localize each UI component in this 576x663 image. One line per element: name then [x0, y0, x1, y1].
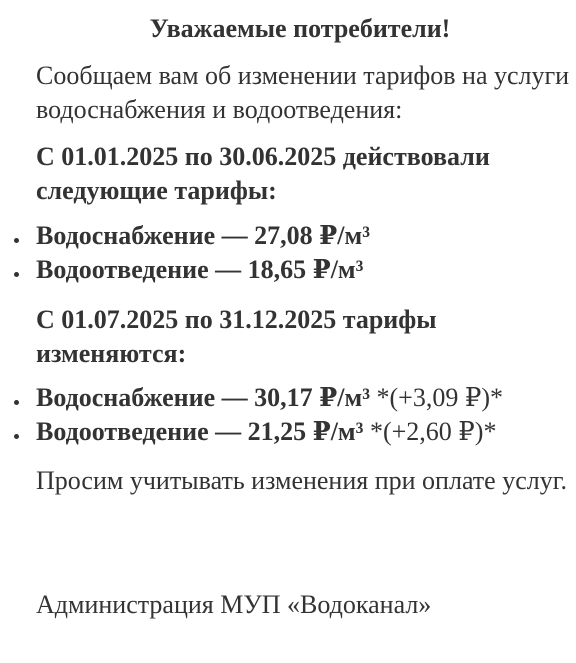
bullet-icon: [14, 400, 19, 405]
period1-heading: С 01.01.2025 по 30.06.2025 действовали следующие тарифы:: [36, 142, 490, 205]
intro-text: Сообщаем вам об изменении тарифов на услуги водоснабжения и водоотведения:: [36, 61, 570, 124]
tariff-label: Водоотведение — 18,65 ₽/м³: [36, 255, 364, 284]
period2-heading: С 01.07.2025 по 31.12.2025 тарифы изменяются:: [36, 305, 437, 368]
bullet-icon: [14, 434, 19, 439]
bullet-icon: [14, 238, 19, 243]
tariff-item-water-supply: [0, 381, 576, 415]
period2-tariff-list: [0, 381, 576, 449]
tariff-label: Водоснабжение — 27,08 ₽/м³: [36, 221, 370, 250]
signature: Администрация МУП «Водоканал»: [36, 590, 432, 619]
request-text: Просим учитывать изменения при оплате услуг.: [36, 466, 567, 495]
tariff-item-water-disposal: [0, 415, 576, 449]
tariff-change: *(+2,60 ₽)*: [363, 417, 497, 446]
tariff-label: Водоотведение — 21,25 ₽/м³: [36, 417, 364, 446]
tariff-item-water-disposal: [0, 253, 576, 287]
period1-tariff-list: [0, 219, 576, 287]
tariff-label: Водоснабжение — 30,17 ₽/м³: [36, 383, 370, 412]
tariff-item-water-supply: [0, 219, 576, 253]
tariff-change: *(+3,09 ₽)*: [370, 383, 504, 412]
bullet-icon: [14, 272, 19, 277]
notice-title: Уважаемые потребители!: [149, 14, 451, 43]
